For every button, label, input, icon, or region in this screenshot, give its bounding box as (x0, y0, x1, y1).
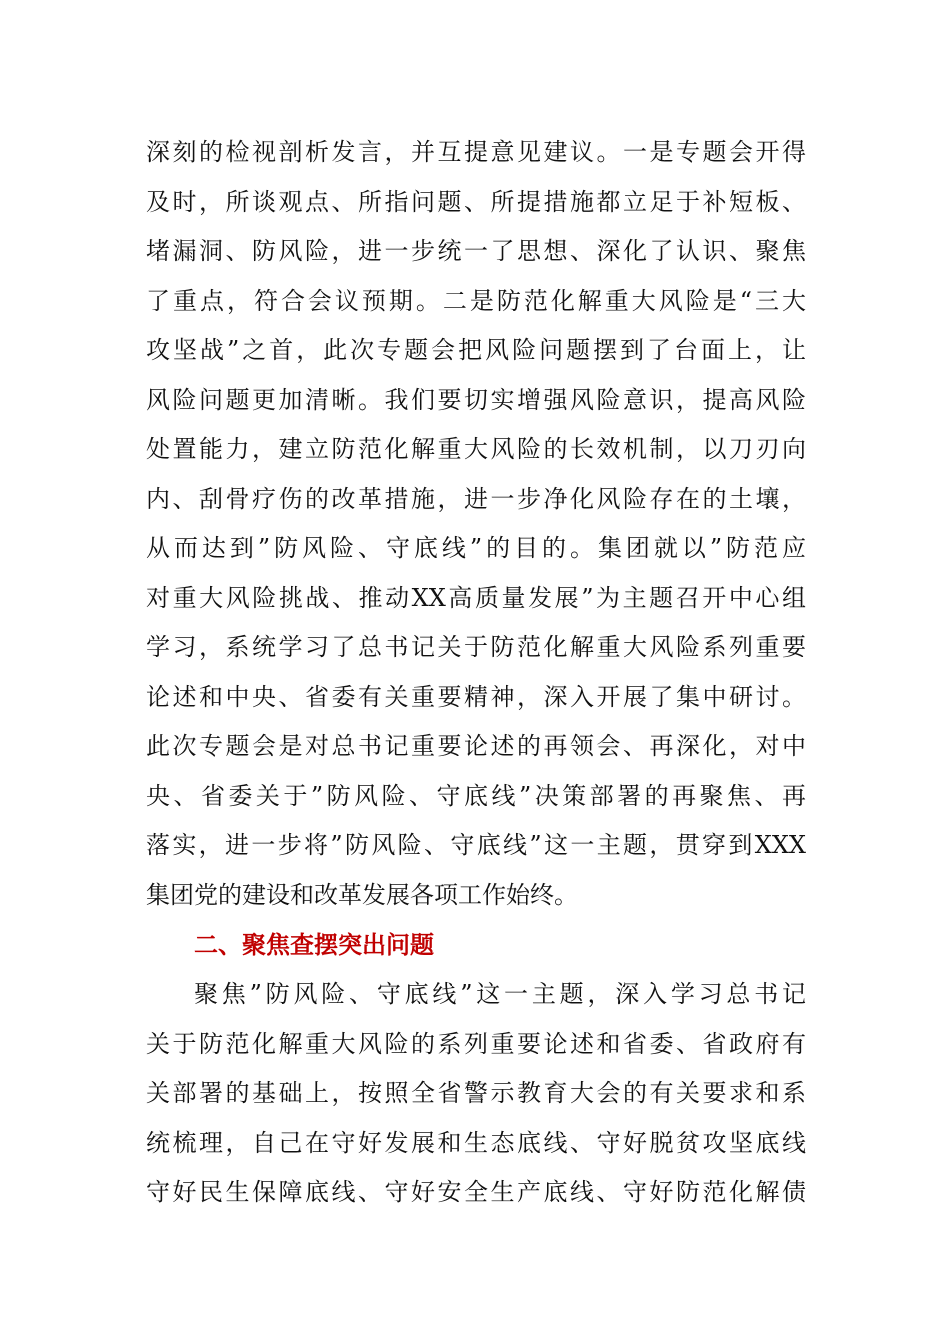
section-heading: 二、聚焦查摆突出问题 (194, 931, 434, 959)
body-text-line: 处置能力，建立防范化解重大风险的长效机制，以刀刃向 (146, 435, 806, 463)
body-text-line: 统梳理，自己在守好发展和生态底线、守好脱贫攻坚底线 (146, 1129, 806, 1157)
body-text-line: 此次专题会是对总书记重要论述的再领会、再深化，对中 (146, 732, 806, 760)
body-text-line: 风险问题更加清晰。我们要切实增强风险意识，提高风险 (146, 386, 806, 414)
body-text-line: 落实，进一步将”防风险、守底线”这一主题，贯穿到XXX (146, 831, 806, 859)
body-text-line: 了重点，符合会议预期。二是防范化解重大风险是“三大 (146, 287, 806, 315)
body-text-line: 堵漏洞、防风险，进一步统一了思想、深化了认识、聚焦 (146, 237, 806, 265)
body-text-line: 内、刮骨疗伤的改革措施，进一步净化风险存在的土壤， (146, 485, 806, 513)
body-text-line: 聚焦”防风险、守底线”这一主题，深入学习总书记 (194, 980, 806, 1008)
body-text-line: 央、省委关于”防风险、守底线”决策部署的再聚焦、再 (146, 782, 806, 810)
body-text-line: 从而达到”防风险、守底线”的目的。集团就以”防范应 (146, 534, 806, 562)
body-text-line: 深刻的检视剖析发言，并互提意见建议。一是专题会开得 (146, 138, 806, 166)
body-text-line: 集团党的建设和改革发展各项工作始终。 (146, 881, 578, 909)
body-text-line: 学习，系统学习了总书记关于防范化解重大风险系列重要 (146, 633, 806, 661)
body-text-line: 论述和中央、省委有关重要精神，深入开展了集中研讨。 (146, 683, 806, 711)
body-text-line: 攻坚战”之首，此次专题会把风险问题摆到了台面上，让 (146, 336, 806, 364)
body-text-line: 守好民生保障底线、守好安全生产底线、守好防范化解债 (146, 1178, 806, 1206)
body-text-line: 及时，所谈观点、所指问题、所提措施都立足于补短板、 (146, 188, 806, 216)
body-text-line: 对重大风险挑战、推动XX高质量发展”为主题召开中心组 (146, 584, 806, 612)
body-text-line: 关于防范化解重大风险的系列重要论述和省委、省政府有 (146, 1030, 806, 1058)
body-text-line: 关部署的基础上，按照全省警示教育大会的有关要求和系 (146, 1079, 806, 1107)
